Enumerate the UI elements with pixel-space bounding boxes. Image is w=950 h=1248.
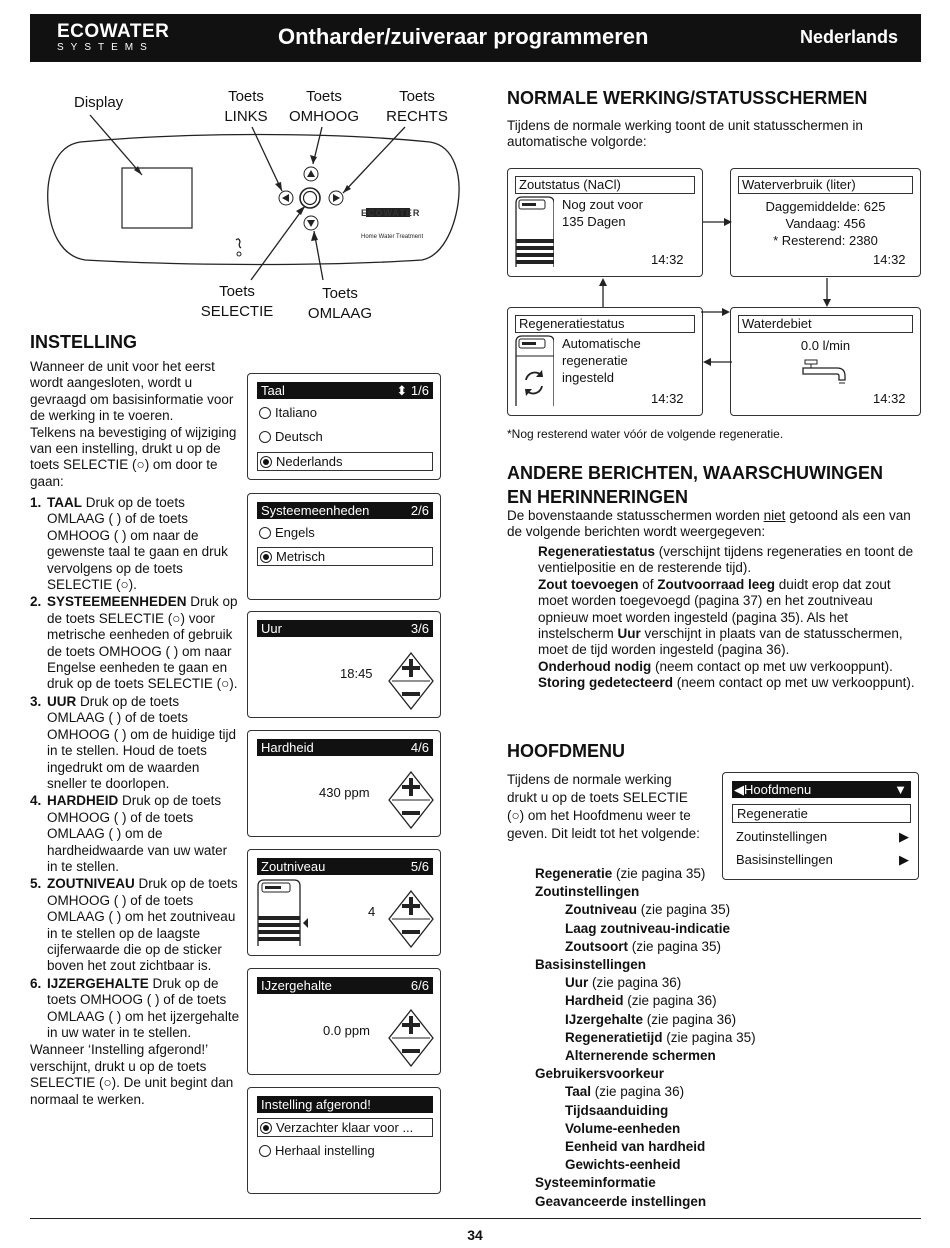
screen-hardness bbox=[247, 730, 441, 837]
chevron-down-icon: ▼ bbox=[894, 782, 907, 797]
screen-setup-complete bbox=[247, 1087, 441, 1194]
screen-page: 4/6 bbox=[410, 740, 429, 755]
left-key-label: Toets LINKS bbox=[224, 88, 268, 125]
step-body bbox=[47, 976, 240, 1042]
setup-step bbox=[30, 876, 240, 974]
option-label: Verzachter klaar voor ... bbox=[276, 1120, 414, 1135]
status-salt bbox=[507, 168, 703, 277]
menu-tree-item bbox=[535, 974, 915, 992]
right-key-label: Toets RECHTS bbox=[386, 88, 448, 125]
down-key-label: Toets OMLAAG bbox=[307, 285, 373, 322]
option-label: Italiano bbox=[275, 405, 317, 420]
msg-name: Regeneratiestatus bbox=[538, 544, 656, 559]
status-regeneration bbox=[507, 307, 703, 416]
menu-tree-item bbox=[535, 865, 915, 883]
main-menu-heading: HOOFDMENU bbox=[507, 741, 625, 761]
menu-tree-item bbox=[535, 956, 915, 974]
menu-tree-name: Regeneratie bbox=[535, 866, 613, 881]
time-value: 18:45 bbox=[340, 666, 373, 681]
option-label: Deutsch bbox=[275, 429, 323, 444]
menu-tree-item bbox=[535, 992, 915, 1010]
screen-time bbox=[247, 611, 441, 718]
normal-operation-heading: NORMALE WERKING/STATUSSCHERMEN bbox=[507, 88, 868, 108]
setup-step bbox=[30, 495, 240, 593]
screen-title: Systeemeenheden bbox=[261, 503, 370, 518]
step-text: Druk op de toets OMHOOG ( ) of de toets OMLAAG ( ) om het zoutniveau in te stellen op de laagste cijferwaarde die op de sticker boven het zout zichtbaar is. bbox=[47, 876, 238, 974]
screen-titlebar bbox=[257, 620, 433, 637]
other-heading-line1: ANDERE BERICHTEN, WAARSCHUWINGEN bbox=[507, 463, 884, 483]
salt-days-line1: Nog zout voor bbox=[562, 197, 643, 212]
step-text: Druk op de toets OMLAAG ( ) of de toets OMHOOG ( ) om naar de gewenste taal te gaan en druk vervolgens op de toets SELECTIE (○). bbox=[47, 495, 228, 593]
menu-tree-item bbox=[535, 1156, 915, 1174]
regen-line3: ingesteld bbox=[562, 370, 615, 385]
up-down-icon: ⬍ bbox=[396, 383, 408, 398]
radio-selected-icon bbox=[260, 551, 272, 563]
screen-page: 5/6 bbox=[410, 859, 429, 874]
msg-salt bbox=[538, 577, 921, 659]
step-name: SYSTEEMEENHEDEN bbox=[47, 594, 187, 610]
page-title: Ontharder/zuiveraar programmeren bbox=[278, 24, 649, 49]
status-time: 14:32 bbox=[873, 391, 906, 406]
chevron-left-icon: ◀ bbox=[734, 782, 744, 797]
option-italiano[interactable] bbox=[257, 404, 433, 423]
screen-units bbox=[247, 493, 441, 600]
salt-days-line2: 135 Dagen bbox=[562, 214, 626, 229]
option-repeat-setup[interactable] bbox=[257, 1142, 433, 1161]
setup-intro bbox=[30, 359, 240, 490]
usage-daily-average: Daggemiddelde: 625 bbox=[765, 199, 886, 214]
plus-minus-icon[interactable] bbox=[388, 652, 434, 710]
status-title: Waterverbruik (liter) bbox=[738, 176, 913, 194]
iron-value: 0.0 ppm bbox=[323, 1023, 370, 1038]
brand-logo-sub: SYSTEMS bbox=[57, 42, 154, 53]
menu-tree-item bbox=[535, 1138, 915, 1156]
main-menu-tree bbox=[535, 865, 915, 1211]
step-name: ZOUTNIVEAU bbox=[47, 876, 135, 892]
usage-today: Vandaag: 456 bbox=[785, 216, 866, 231]
plus-minus-icon[interactable] bbox=[388, 771, 434, 829]
radio-icon bbox=[259, 527, 271, 539]
msg-name: Onderhoud nodig bbox=[538, 658, 652, 674]
menu-tree-ref: (zie pagina 36) bbox=[588, 975, 682, 991]
option-engels[interactable] bbox=[257, 524, 433, 543]
screen-salt-level bbox=[247, 849, 441, 956]
screen-titlebar bbox=[257, 858, 433, 875]
menu-tree-name: Taal bbox=[565, 1084, 592, 1100]
screen-titlebar bbox=[257, 502, 433, 519]
menu-tree-item bbox=[535, 1174, 915, 1192]
msg-regen bbox=[538, 544, 921, 577]
option-softener-ready[interactable] bbox=[257, 1118, 433, 1137]
menu-item-regeneratie[interactable] bbox=[732, 804, 911, 823]
salt-tank-icon bbox=[514, 195, 554, 267]
menu-tree-name: Regeneratietijd bbox=[565, 1029, 663, 1045]
menu-tree-name: Basisinstellingen bbox=[535, 957, 647, 973]
display-label: Display bbox=[74, 94, 124, 111]
step-name: UUR bbox=[47, 693, 77, 709]
msg-name: Uur bbox=[617, 626, 641, 642]
screen-page: 3/6 bbox=[410, 621, 429, 636]
step-number: 3. bbox=[30, 693, 42, 709]
menu-item-label: Basisinstellingen bbox=[736, 852, 833, 867]
radio-selected-icon bbox=[260, 1122, 272, 1134]
menu-tree-item bbox=[535, 1047, 915, 1065]
menu-tree-item bbox=[535, 1029, 915, 1047]
setup-outro: Wanneer ‘Instelling afgerond!’ verschijnt, drukt u op de toets SELECTIE (○). De unit begint dan normaal te werken. bbox=[30, 1042, 234, 1107]
salt-tank-icon bbox=[256, 878, 308, 948]
menu-tree-name: Zoutinstellingen bbox=[535, 884, 640, 900]
flow-value: 0.0 l/min bbox=[800, 338, 851, 353]
menu-tree-ref: (zie pagina 35) bbox=[628, 938, 722, 954]
device-brand-mark: ECOWATER bbox=[361, 208, 421, 218]
setup-step bbox=[30, 793, 240, 875]
status-water-flow bbox=[730, 307, 921, 416]
option-deutsch[interactable] bbox=[257, 428, 433, 447]
chevron-right-icon: ▶ bbox=[899, 852, 909, 867]
step-name: TAAL bbox=[47, 495, 82, 510]
option-label: Engels bbox=[275, 525, 315, 540]
normal-operation-intro: Tijdens de normale werking toont de unit statusschermen in automatische volgorde: bbox=[507, 118, 863, 150]
setup-step bbox=[30, 694, 240, 792]
other-heading-line2: EN HERINNERINGEN bbox=[507, 487, 689, 507]
control-panel-diagram bbox=[30, 80, 470, 330]
menu-item-label: Zoutinstellingen bbox=[736, 829, 828, 844]
menu-tree-name: Eenheid van hardheid bbox=[565, 1139, 706, 1155]
step-body bbox=[47, 694, 240, 792]
screen-titlebar bbox=[257, 382, 433, 399]
footnote: *Nog resterend water vóór de volgende regeneratie. bbox=[507, 427, 784, 441]
option-nederlands[interactable] bbox=[257, 452, 433, 471]
regen-line2: regeneratie bbox=[562, 353, 628, 368]
msg-text: (neem contact op met uw verkooppunt). bbox=[651, 658, 893, 674]
menu-tree-ref: (zie pagina 36) bbox=[591, 1084, 685, 1100]
msg-text: (verschijnt tijdens regeneraties en toont de ventielpositie en de resterende tijd). bbox=[538, 544, 914, 576]
screen-titlebar bbox=[257, 739, 433, 756]
setup-step bbox=[30, 594, 240, 692]
step-body bbox=[47, 793, 240, 875]
status-time: 14:32 bbox=[651, 252, 684, 267]
screen-title: Zoutniveau bbox=[261, 859, 326, 874]
screen-title: Uur bbox=[261, 621, 282, 636]
brand-logo: ECOWATER bbox=[57, 21, 170, 42]
screen-title: Taal bbox=[261, 383, 285, 398]
msg-text: (neem contact op met uw verkooppunt). bbox=[673, 675, 915, 691]
msg-maintenance bbox=[538, 659, 921, 675]
plus-minus-icon[interactable] bbox=[388, 890, 434, 948]
screen-page: 1/6 bbox=[410, 383, 429, 398]
msg-name: Storing gedetecteerd bbox=[538, 675, 674, 691]
step-text: Druk op de toets OMLAAG ( ) of de toets OMHOOG ( ) om de huidige tijd in te stellen. Houd de toets ingedrukt om de waarden sneller te doorlopen. bbox=[47, 693, 237, 791]
step-number: 2. bbox=[30, 594, 42, 610]
screen-page: 2/6 bbox=[410, 503, 429, 518]
menu-tree-ref: (zie pagina 35) bbox=[662, 1029, 756, 1045]
menu-tree-item bbox=[535, 1102, 915, 1120]
step-number: 4. bbox=[30, 793, 42, 809]
hardness-value: 430 ppm bbox=[319, 785, 370, 800]
menu-tree-ref: (zie pagina 36) bbox=[623, 993, 717, 1009]
screen-titlebar bbox=[257, 1096, 433, 1113]
menu-tree-name: Systeeminformatie bbox=[535, 1175, 656, 1191]
menu-tree-item bbox=[535, 901, 915, 919]
menu-tree-name: Uur bbox=[565, 975, 589, 991]
footer-rule bbox=[30, 1218, 921, 1219]
menu-tree-name: Laag zoutniveau-indicatie bbox=[565, 920, 731, 936]
radio-icon bbox=[259, 407, 271, 419]
menu-tree-item bbox=[535, 938, 915, 956]
menu-tree-name: Alternerende schermen bbox=[565, 1048, 716, 1064]
radio-icon bbox=[259, 431, 271, 443]
menu-tree-name: IJzergehalte bbox=[565, 1011, 644, 1027]
radio-selected-icon bbox=[260, 456, 272, 468]
screen-language bbox=[247, 373, 441, 480]
step-name: IJZERGEHALTE bbox=[47, 975, 149, 991]
menu-tree-item bbox=[535, 1193, 915, 1211]
menu-item-label: Regeneratie bbox=[737, 806, 808, 821]
faucet-icon bbox=[801, 358, 851, 386]
salt-level-value: 4 bbox=[368, 904, 376, 919]
other-messages-list bbox=[538, 544, 921, 692]
status-title: Waterdebiet bbox=[738, 315, 913, 333]
menu-item-zoutinstellingen[interactable] bbox=[732, 828, 911, 847]
language-label: Nederlands bbox=[800, 27, 899, 47]
status-water-usage bbox=[730, 168, 921, 277]
msg-name: Zoutvoorraad leeg bbox=[657, 576, 776, 592]
menu-tree-name: Hardheid bbox=[565, 993, 624, 1009]
step-body bbox=[47, 876, 240, 974]
page-header bbox=[30, 14, 921, 62]
screen-title: Hardheid bbox=[261, 740, 314, 755]
menu-tree-name: Geavanceerde instellingen bbox=[535, 1193, 707, 1209]
other-intro bbox=[507, 508, 917, 541]
menu-tree-item bbox=[535, 1065, 915, 1083]
status-title: Zoutstatus (NaCl) bbox=[515, 176, 695, 194]
setup-intro-2: Telkens na bevestiging of wijziging van een instelling, drukt u op de toets SELECTIE (○) om door te gaan: bbox=[30, 424, 237, 489]
screen-titlebar bbox=[257, 977, 433, 994]
regen-line1: Automatische bbox=[562, 336, 641, 351]
other-messages-heading bbox=[507, 461, 883, 509]
msg-text: duidt erop dat zout moet worden toegevoegd (pagina 37) en het zoutniveau opnieuw moet worden ingesteld (pagina 35). Als het instelscherm bbox=[538, 576, 891, 642]
menu-tree-ref: (zie pagina 36) bbox=[643, 1011, 737, 1027]
step-name: HARDHEID bbox=[47, 793, 119, 809]
setup-step bbox=[30, 976, 240, 1042]
main-menu-intro: Tijdens de normale werking drukt u op de toets SELECTIE (○) om het Hoofdmenu weer te geven. Dit leidt tot het volgende: bbox=[507, 772, 700, 841]
step-body bbox=[47, 594, 240, 692]
intro-part: De bovenstaande statusschermen worden bbox=[507, 508, 764, 523]
status-title: Regeneratiestatus bbox=[515, 315, 695, 333]
setup-heading: INSTELLING bbox=[30, 332, 137, 352]
option-metrisch[interactable] bbox=[257, 547, 433, 566]
status-time: 14:32 bbox=[651, 391, 684, 406]
menu-tree-name: Volume-eenheden bbox=[565, 1120, 681, 1136]
step-text: Druk op de toets OMHOOG ( ) of de toets OMLAAG ( ) om de hardheidwaarde van uw water in te stellen. bbox=[47, 793, 228, 874]
main-menu-screen bbox=[722, 772, 919, 880]
device-caption: Home Water Treatment bbox=[361, 234, 424, 240]
menu-tree-item bbox=[535, 1083, 915, 1101]
up-key-label: Toets OMHOOG bbox=[289, 88, 359, 125]
status-time: 14:32 bbox=[873, 252, 906, 267]
menu-tree-item bbox=[535, 1011, 915, 1029]
msg-text: of bbox=[638, 576, 658, 592]
screen-iron bbox=[247, 968, 441, 1075]
screen-title: IJzergehalte bbox=[261, 978, 332, 993]
intro-part: getoond als een van de volgende berichten wordt weergegeven: bbox=[507, 508, 911, 540]
msg-failure bbox=[538, 675, 921, 691]
usage-remaining: * Resterend: 2380 bbox=[773, 233, 878, 248]
menu-tree-name: Gebruikersvoorkeur bbox=[535, 1066, 665, 1082]
option-label: Metrisch bbox=[276, 549, 326, 564]
setup-steps bbox=[30, 494, 240, 1108]
page-number: 34 bbox=[467, 1227, 483, 1243]
regeneration-tank-icon bbox=[514, 334, 554, 406]
menu-tree-ref: (zie pagina 35) bbox=[612, 866, 706, 881]
menu-tree-item bbox=[535, 920, 915, 938]
select-key-label: Toets SELECTIE bbox=[200, 283, 274, 320]
menu-tree-ref: (zie pagina 35) bbox=[637, 902, 731, 918]
menu-title: Hoofdmenu bbox=[744, 782, 812, 797]
status-flow-arrows-2 bbox=[700, 212, 734, 372]
screen-title: Instelling afgerond! bbox=[261, 1097, 371, 1112]
menu-tree-item bbox=[535, 1120, 915, 1138]
intro-underline: niet bbox=[763, 508, 786, 523]
step-text: Druk op de toets OMHOOG ( ) of de toets OMLAAG ( ) om het ijzergehalte in uw water in te stellen. bbox=[47, 975, 240, 1040]
screen-page: 6/6 bbox=[410, 978, 429, 993]
setup-intro-1: Wanneer de unit voor het eerst wordt aangesloten, wordt u gevraagd om basisinformatie voor de werking in te voeren. bbox=[30, 359, 234, 424]
menu-tree-name: Zoutsoort bbox=[565, 938, 628, 954]
step-number: 5. bbox=[30, 876, 42, 892]
step-number: 6. bbox=[30, 975, 42, 991]
msg-text: verschijnt in plaats van de statusschermen, moet de tijd worden ingesteld (pagina 36). bbox=[538, 626, 903, 658]
msg-name: Zout toevoegen bbox=[538, 576, 639, 592]
step-number: 1. bbox=[30, 495, 42, 510]
step-text: Druk op de toets SELECTIE (○) voor metrische eenheden of gebruik de toets OMHOOG ( ) om naar Engelse eenheden te gaan en druk op de toets SELECTIE (○). bbox=[47, 594, 238, 692]
plus-minus-icon[interactable] bbox=[388, 1009, 434, 1067]
option-label: Nederlands bbox=[276, 454, 343, 469]
menu-tree-name: Tijdsaanduiding bbox=[565, 1102, 669, 1118]
menu-tree-item bbox=[535, 883, 915, 901]
step-body bbox=[47, 495, 240, 593]
menu-tree-name: Gewichts-eenheid bbox=[565, 1157, 681, 1173]
radio-icon bbox=[259, 1145, 271, 1157]
menu-tree-name: Zoutniveau bbox=[565, 902, 638, 918]
chevron-right-icon: ▶ bbox=[899, 829, 909, 844]
menu-titlebar bbox=[732, 781, 911, 798]
option-label: Herhaal instelling bbox=[275, 1143, 375, 1158]
